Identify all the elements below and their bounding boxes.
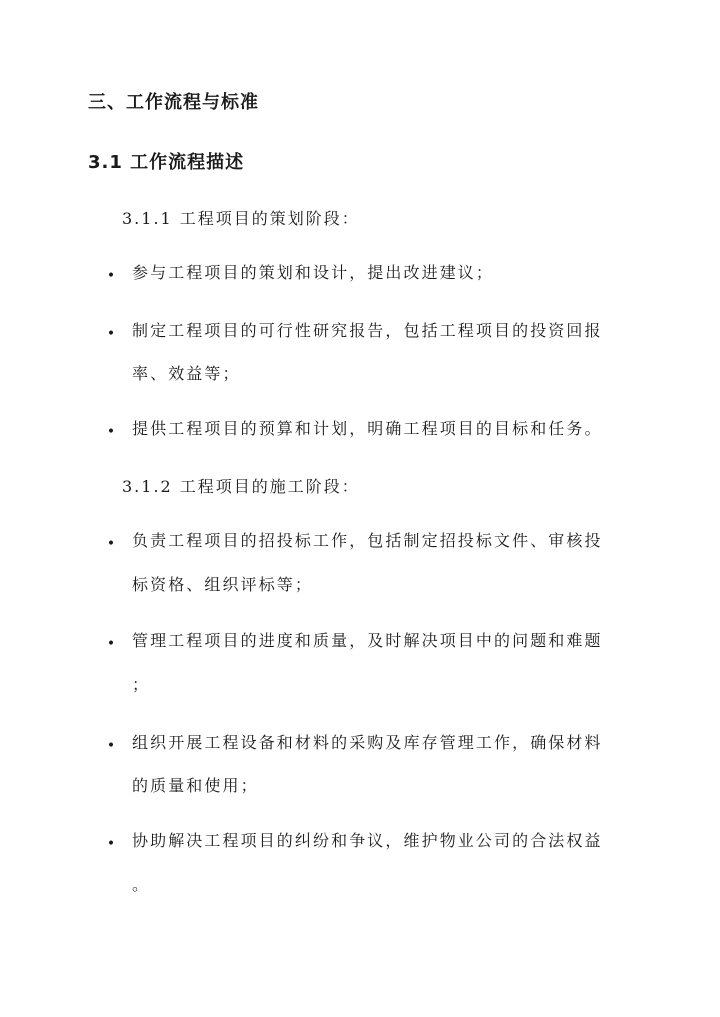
list-item-text: 组织开展工程设备和材料的采购及库存管理工作，确保材料 xyxy=(132,733,603,752)
bullet-marker: • xyxy=(106,836,116,852)
list-item-text: 制定工程项目的可行性研究报告，包括工程项目的投资回报 xyxy=(132,321,603,340)
list-item-text: 协助解决工程项目的纠纷和争议，维护物业公司的合法权益 xyxy=(132,831,603,850)
list-item-text-continued: ； xyxy=(132,675,151,694)
list-item-text-continued: 。 xyxy=(132,875,151,894)
list-item-text: 负责工程项目的招投标工作，包括制定招投标文件、审核投 xyxy=(132,531,603,550)
list-item-text: 提供工程项目的预算和计划，明确工程项目的目标和任务。 xyxy=(132,419,603,438)
bullet-marker: • xyxy=(106,738,116,754)
subsubsection-heading-1: 3.1.1 工程项目的策划阶段： xyxy=(122,209,360,228)
list-item-text-continued: 率、效益等； xyxy=(132,364,241,383)
bullet-marker: • xyxy=(106,326,116,342)
subsection-heading: 3.1 工作流程描述 xyxy=(88,152,245,173)
bullet-marker: • xyxy=(106,268,116,284)
bullet-marker: • xyxy=(106,424,116,440)
list-item-text-continued: 标资格、组织评标等； xyxy=(132,575,314,594)
list-item-text-continued: 的质量和使用； xyxy=(132,776,259,795)
section-heading: 三、工作流程与标准 xyxy=(88,92,259,113)
subsubsection-heading-2: 3.1.2 工程项目的施工阶段： xyxy=(122,477,360,496)
bullet-marker: • xyxy=(106,536,116,552)
list-item-text: 参与工程项目的策划和设计，提出改进建议； xyxy=(132,263,495,282)
list-item-text: 管理工程项目的进度和质量，及时解决项目中的问题和难题 xyxy=(132,631,603,650)
bullet-marker: • xyxy=(106,636,116,652)
